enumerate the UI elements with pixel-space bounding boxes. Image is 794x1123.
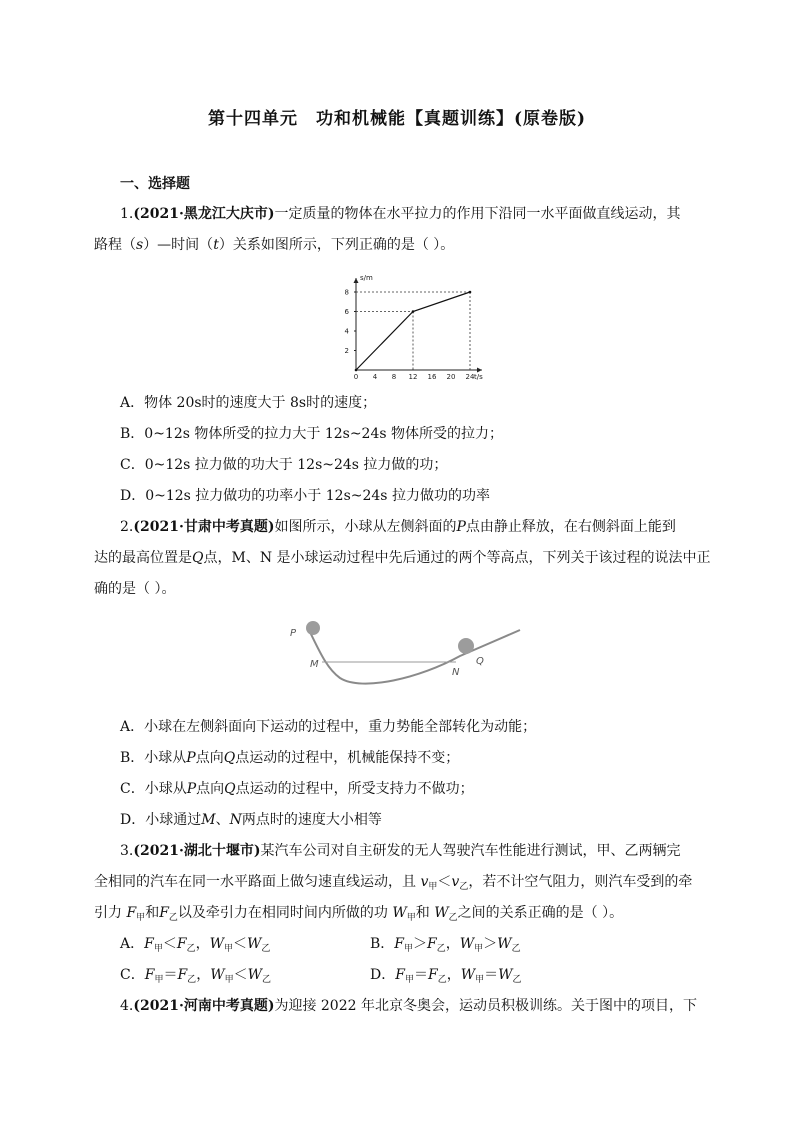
q4-line1: 4.(2021·河南中考真题)为迎接 2022 年北京冬奥会，运动员积极训练。关于图中的项目，下 — [120, 998, 697, 1014]
ball-at-p — [306, 621, 320, 635]
q1-option-c: C．0~12s 拉力做的功大于 12s~24s 拉力做的功； — [120, 457, 448, 473]
page-title — [0, 104, 794, 129]
q3-line2: 全相同的汽车在同一水平路面上做匀速直线运动，且 $v_甲<v_乙$，若不计空气阻力，则汽车受到的牵 — [94, 874, 693, 892]
q2-line1: 2.(2021·甘肃中考真题)如图所示，小球从左侧斜面的P点由静止释放，在右侧斜面上能到 — [120, 519, 676, 535]
label-n: N — [452, 667, 460, 678]
ball-at-q — [458, 638, 474, 654]
y-tick-label: 6 — [344, 308, 349, 316]
q2-source: (2021·甘肃中考真题) — [133, 519, 275, 535]
x-tick-label: 20 — [446, 373, 456, 381]
title-unit: 第十四单元 — [207, 109, 298, 129]
data-point — [355, 369, 358, 372]
data-point — [469, 291, 472, 294]
q4-source: (2021·河南中考真题) — [133, 998, 275, 1014]
q3-line3: 引力 $F_甲$和$F_乙$以及牵引力在相同时间内所做的功 $W_甲$和 $W_乙$之间的关系正确的是（ ）。 — [94, 905, 624, 923]
y-axis-arrow — [354, 278, 359, 283]
q1-option-a: A．物体 20s时的速度大于 8s时的速度； — [120, 395, 377, 411]
q3-option-d: D．$F_甲=F_乙$，$W_甲=W_乙$ — [370, 967, 522, 985]
q1-distance-time-chart — [330, 270, 490, 385]
x-tick-label: 0 — [353, 373, 359, 381]
q1-option-b: B．0~12s 物体所受的拉力大于 12s~24s 物体所受的拉力； — [120, 426, 504, 442]
q2-option-b: B．小球从P点向Q点运动的过程中，机械能保持不变； — [120, 750, 460, 766]
ramp-track — [308, 628, 520, 684]
data-point — [412, 310, 415, 313]
q2-ramp-figure — [280, 612, 530, 692]
q3-source: (2021·湖北十堰市) — [133, 843, 261, 859]
x-axis-label: t/s — [474, 373, 483, 381]
q1-option-d: D．0~12s 拉力做功的功率小于 12s~24s 拉力做功的功率 — [120, 488, 490, 504]
q2-option-a: A．小球在左侧斜面向下运动的过程中，重力势能全部转化为动能； — [120, 719, 537, 735]
label-p: P — [290, 628, 297, 639]
q1-line1: 1.(2021·黑龙江大庆市)一定质量的物体在水平拉力的作用下沿同一水平面做直线运动，其 — [120, 206, 681, 222]
y-tick-label: 4 — [344, 327, 349, 336]
q2-option-d: D．小球通过M、N两点时的速度大小相等 — [120, 812, 382, 828]
label-m: M — [310, 659, 319, 670]
x-tick-label: 24 — [465, 373, 475, 381]
q2-line3: 确的是（ ）。 — [94, 581, 176, 597]
series-line — [356, 292, 470, 370]
label-q: Q — [476, 656, 484, 667]
q3-option-b: B．$F_甲>F_乙$，$W_甲>W_乙$ — [370, 936, 521, 954]
section-heading: 一、选择题 — [120, 176, 190, 192]
x-tick-label: 4 — [372, 373, 378, 381]
q3-option-a: A．$F_甲<F_乙$，$W_甲<W_乙$ — [120, 936, 271, 954]
q2-line2: 达的最高位置是Q点，M、N 是小球运动过程中先后通过的两个等高点，下列关于该过程的说法中正 — [94, 550, 711, 566]
q2-option-c: C．小球从P点向Q点运动的过程中，所受支持力不做功； — [120, 781, 474, 797]
x-axis-arrow — [477, 368, 482, 373]
q3-line1: 3.(2021·湖北十堰市)某汽车公司对自主研发的无人驾驶汽车性能进行测试，甲、乙两辆完 — [120, 843, 681, 859]
x-tick-label: 8 — [391, 373, 397, 381]
y-tick-label: 8 — [344, 288, 349, 297]
q3-option-c: C．$F_甲=F_乙$，$W_甲<W_乙$ — [120, 967, 271, 985]
y-tick-label: 2 — [344, 347, 349, 355]
title-topic: 功和机械能【真题训练】(原卷版) — [315, 109, 587, 129]
y-axis-label: s/m — [360, 274, 373, 282]
q1-source: (2021·黑龙江大庆市) — [133, 206, 275, 222]
x-tick-label: 12 — [408, 373, 418, 381]
q1-line2: 路程（s）—时间（t）关系如图所示，下列正确的是（ ）。 — [94, 237, 455, 253]
x-tick-label: 16 — [427, 373, 437, 381]
